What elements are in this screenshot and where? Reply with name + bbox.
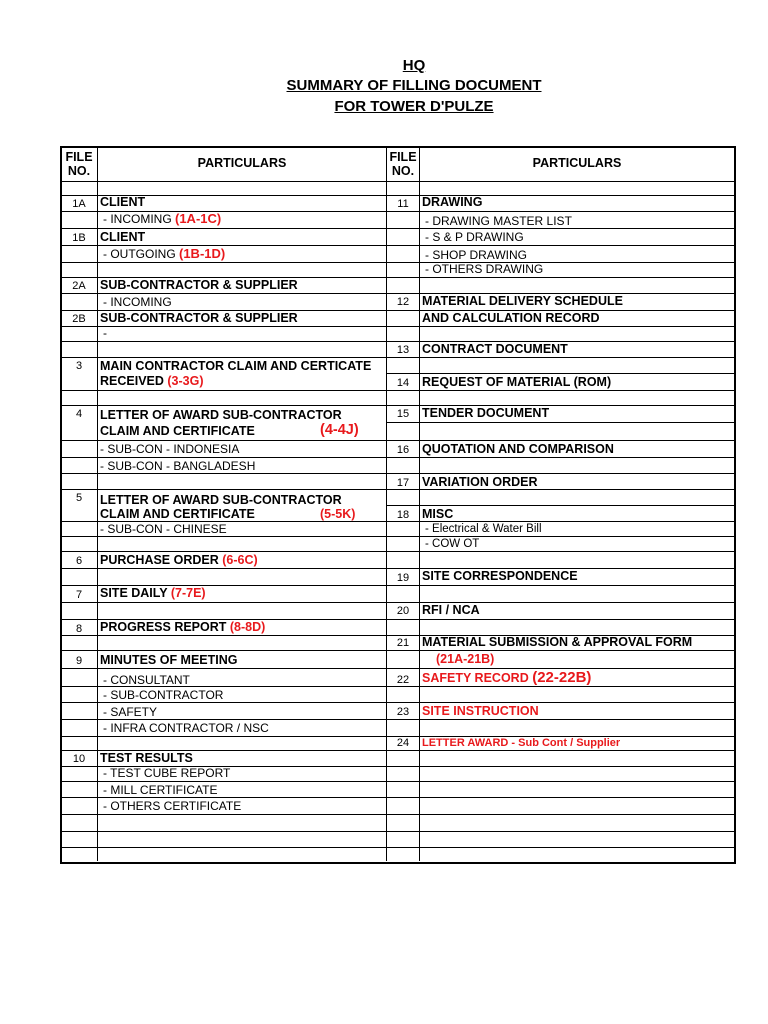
title-text: RECEIVED [100,374,168,388]
file-no: 1B [72,232,86,244]
particular-title: CLAIM AND CERTIFICATE [100,507,255,521]
row-line [60,357,734,358]
file-no: 14 [396,377,410,389]
file-code: (5-5K) [320,507,356,521]
header-file-label: FILE [65,150,93,164]
file-no: 10 [72,753,86,765]
particular-title: TEST RESULTS [100,751,193,765]
particular-sub: - OTHERS CERTIFICATE [103,799,242,813]
file-no: 11 [397,198,409,210]
particular-sub: - CONSULTANT [103,673,190,687]
title-text: PURCHASE ORDER [100,553,223,567]
file-no: 12 [396,296,410,308]
column-line [419,147,420,861]
row-line [60,797,734,798]
row-line [60,245,734,246]
file-code: (1A-1C) [175,211,222,226]
row-line [60,536,734,537]
row-line [60,781,734,782]
row-line [60,702,734,703]
file-code: (8-8D) [229,620,266,634]
row-line [60,602,734,603]
row-line [386,505,734,506]
particular-title: SUB-CONTRACTOR & SUPPLIER [100,278,298,292]
row-line [60,405,734,406]
particular-sub: - SUB-CON - INDONESIA [100,442,240,456]
file-no: 21 [396,637,410,649]
file-no: 20 [396,605,410,617]
particular-sub: - MILL CERTIFICATE [103,783,218,797]
header-hq: HQ [402,57,426,74]
file-code: (4-4J) [320,422,359,438]
row-line [60,668,734,669]
header-tower-title: FOR TOWER D'PULZE [334,98,494,115]
particular-sub: - Electrical & Water Bill [425,523,542,535]
row-line [60,473,734,474]
particular-sub: - SUB-CON - CHINESE [100,522,227,536]
file-no: 2A [72,280,86,292]
row-line [60,181,734,182]
particular-title: CONTRACT DOCUMENT [422,342,568,356]
particular-sub [103,212,221,226]
file-no: 16 [396,444,410,456]
particular-title: VARIATION ORDER [422,475,538,489]
sub-label: - OUTGOING [103,247,179,261]
header-summary-title: SUMMARY OF FILLING DOCUMENT [286,77,542,94]
file-no: 4 [75,408,83,420]
particular-sub: - TEST CUBE REPORT [103,766,231,780]
file-no: 15 [396,408,410,420]
title-text: SITE DAILY [100,586,171,600]
particular-title: MISC [422,507,454,521]
file-no: 7 [75,589,83,601]
file-code: (1B-1D) [179,246,226,261]
file-code: (22-22B) [532,669,592,686]
particular-sub: - DRAWING MASTER LIST [425,214,572,228]
particular-title [100,586,206,600]
particular-title [100,553,258,567]
particular-sub: - S & P DRAWING [425,230,524,244]
file-no: 1A [72,198,86,210]
file-no: 8 [75,623,83,635]
header-file-no-left [61,150,97,178]
particular-title [100,620,265,634]
row-line [60,390,734,391]
file-no: 18 [396,509,410,521]
file-no: 17 [396,477,410,489]
particular-title: CLAIM AND CERTIFICATE [100,424,255,438]
title-text: SAFETY RECORD [422,671,533,685]
particular-title: CLIENT [100,195,146,209]
particular-title: RFI / NCA [422,603,480,617]
particular-sub [103,247,225,261]
column-line [386,147,387,861]
column-line [97,147,98,861]
particular-title: QUOTATION AND COMPARISON [422,442,614,456]
particular-title: LETTER OF AWARD SUB-CONTRACTOR [100,493,342,507]
file-no: 23 [396,706,410,718]
file-no: 9 [75,655,83,667]
particular-title [422,671,591,685]
particular-title: SITE INSTRUCTION [422,704,539,718]
particular-title: TENDER DOCUMENT [422,406,550,420]
file-no: 24 [396,737,410,749]
file-code: (7-7E) [170,586,206,600]
header-file-label: FILE [389,150,417,164]
file-code: (3-3G) [167,374,204,388]
file-no: 3 [75,360,83,372]
particular-title [100,374,204,388]
row-line [60,568,734,569]
particular-sub: - SUB-CON - BANGLADESH [100,459,256,473]
particular-title: DRAWING [422,195,483,209]
particular-title: AND CALCULATION RECORD [422,311,600,325]
particular-title: MAIN CONTRACTOR CLAIM AND CERTICATE [100,359,372,373]
particular-sub: - COW OT [425,538,480,550]
particular-title: MATERIAL SUBMISSION & APPROVAL FORM [422,635,693,649]
row-line [60,814,734,815]
header-no-label: NO. [67,164,91,178]
file-no: 6 [75,555,83,567]
sub-label: - INCOMING [103,212,175,226]
row-line [60,650,734,651]
file-no: 22 [396,674,410,686]
row-line [386,373,734,374]
row-line [60,326,734,327]
file-code: (21A-21B) [436,652,495,666]
title-text: PROGRESS REPORT [100,620,230,634]
row-line [60,195,734,196]
row-line [60,341,734,342]
row-line [386,422,734,423]
row-line [60,847,734,848]
header-particulars-left: PARTICULARS [197,156,287,170]
particular-title: CLIENT [100,230,146,244]
file-code: (6-6C) [222,553,258,567]
row-line [60,293,734,294]
particular-sub: - OTHERS DRAWING [425,262,544,276]
row-line [60,831,734,832]
header-file-no-right [386,150,420,178]
particular-sub: - SUB-CONTRACTOR [103,688,224,702]
row-line [60,228,734,229]
particular-sub: - INFRA CONTRACTOR / NSC [103,721,269,735]
header-particulars-right: PARTICULARS [532,156,622,170]
row-line [60,719,734,720]
particular-title: SITE CORRESPONDENCE [422,569,578,583]
particular-sub: - SAFETY [103,705,158,719]
row-line [60,457,734,458]
file-no: 5 [75,492,83,504]
particular-sub: - SHOP DRAWING [425,248,528,262]
particular-title: REQUEST OF MATERIAL (ROM) [422,375,612,389]
header-no-label: NO. [391,164,415,178]
row-line [60,262,734,263]
particular-title: SUB-CONTRACTOR & SUPPLIER [100,311,298,325]
particular-title: LETTER AWARD - Sub Cont / Supplier [422,737,621,749]
particular-title: MATERIAL DELIVERY SCHEDULE [422,294,623,308]
particular-title: LETTER OF AWARD SUB-CONTRACTOR [100,408,342,422]
particular-title: MINUTES OF MEETING [100,653,238,667]
file-no: 13 [396,344,410,356]
row-line [60,440,734,441]
file-no: 2B [72,313,86,325]
particular-sub: - INCOMING [103,295,172,309]
row-line [60,551,734,552]
file-no: 19 [396,572,410,584]
particular-sub: - [103,326,107,340]
